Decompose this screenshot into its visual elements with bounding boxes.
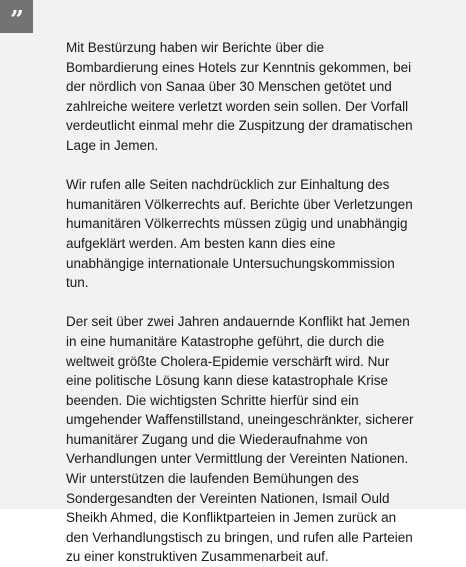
quote-icon: ” <box>0 0 33 33</box>
quote-text <box>66 38 414 567</box>
paragraph: Wir rufen alle Seiten nachdrücklich zur Einhaltung des humanitären Völkerrechts auf. Berichte über Verletzungen humanitären Völkerrechts müssen zügig und unabhängig aufgeklärt werden. Am besten kann dies eine unabhängige internationale Untersuchungskommission tun. <box>66 177 413 291</box>
paragraph: Der seit über zwei Jahren andauernde Konflikt hat Jemen in eine humanitäre Katastrophe geführt, die durch die weltweit größte Cholera-Epidemie verschärft wird. Nur eine politische Lösung kann diese katastrophale Krise beenden. Die wichtigsten Schritte hierfür sind ein umgehender Waffenstillstand, uneingeschränkter, sicherer humanitärer Zugang und die Wiederaufnahme von Verhandlungen unter Vermittlung der Vereinten Nationen. Wir unterstützen die laufenden Bemühungen des Sondergesandten der Vereinten Nationen, Ismail Ould Sheikh Ahmed, die Konfliktparteien in Jemen zurück an den Verhandlungstisch zu bringen, und rufen alle Parteien zu einer konstruktiven Zusammenarbeit auf. <box>66 314 414 565</box>
paragraph: Mit Bestürzung haben wir Berichte über die Bombardierung eines Hotels zur Kenntnis gekommen, bei der nördlich von Sanaa über 30 Menschen getötet und zahlreiche weitere verletzt worden sein sollen. Der Vorfall verdeutlicht einmal mehr die Zuspitzung der dramatischen Lage in Jemen. <box>66 40 413 153</box>
